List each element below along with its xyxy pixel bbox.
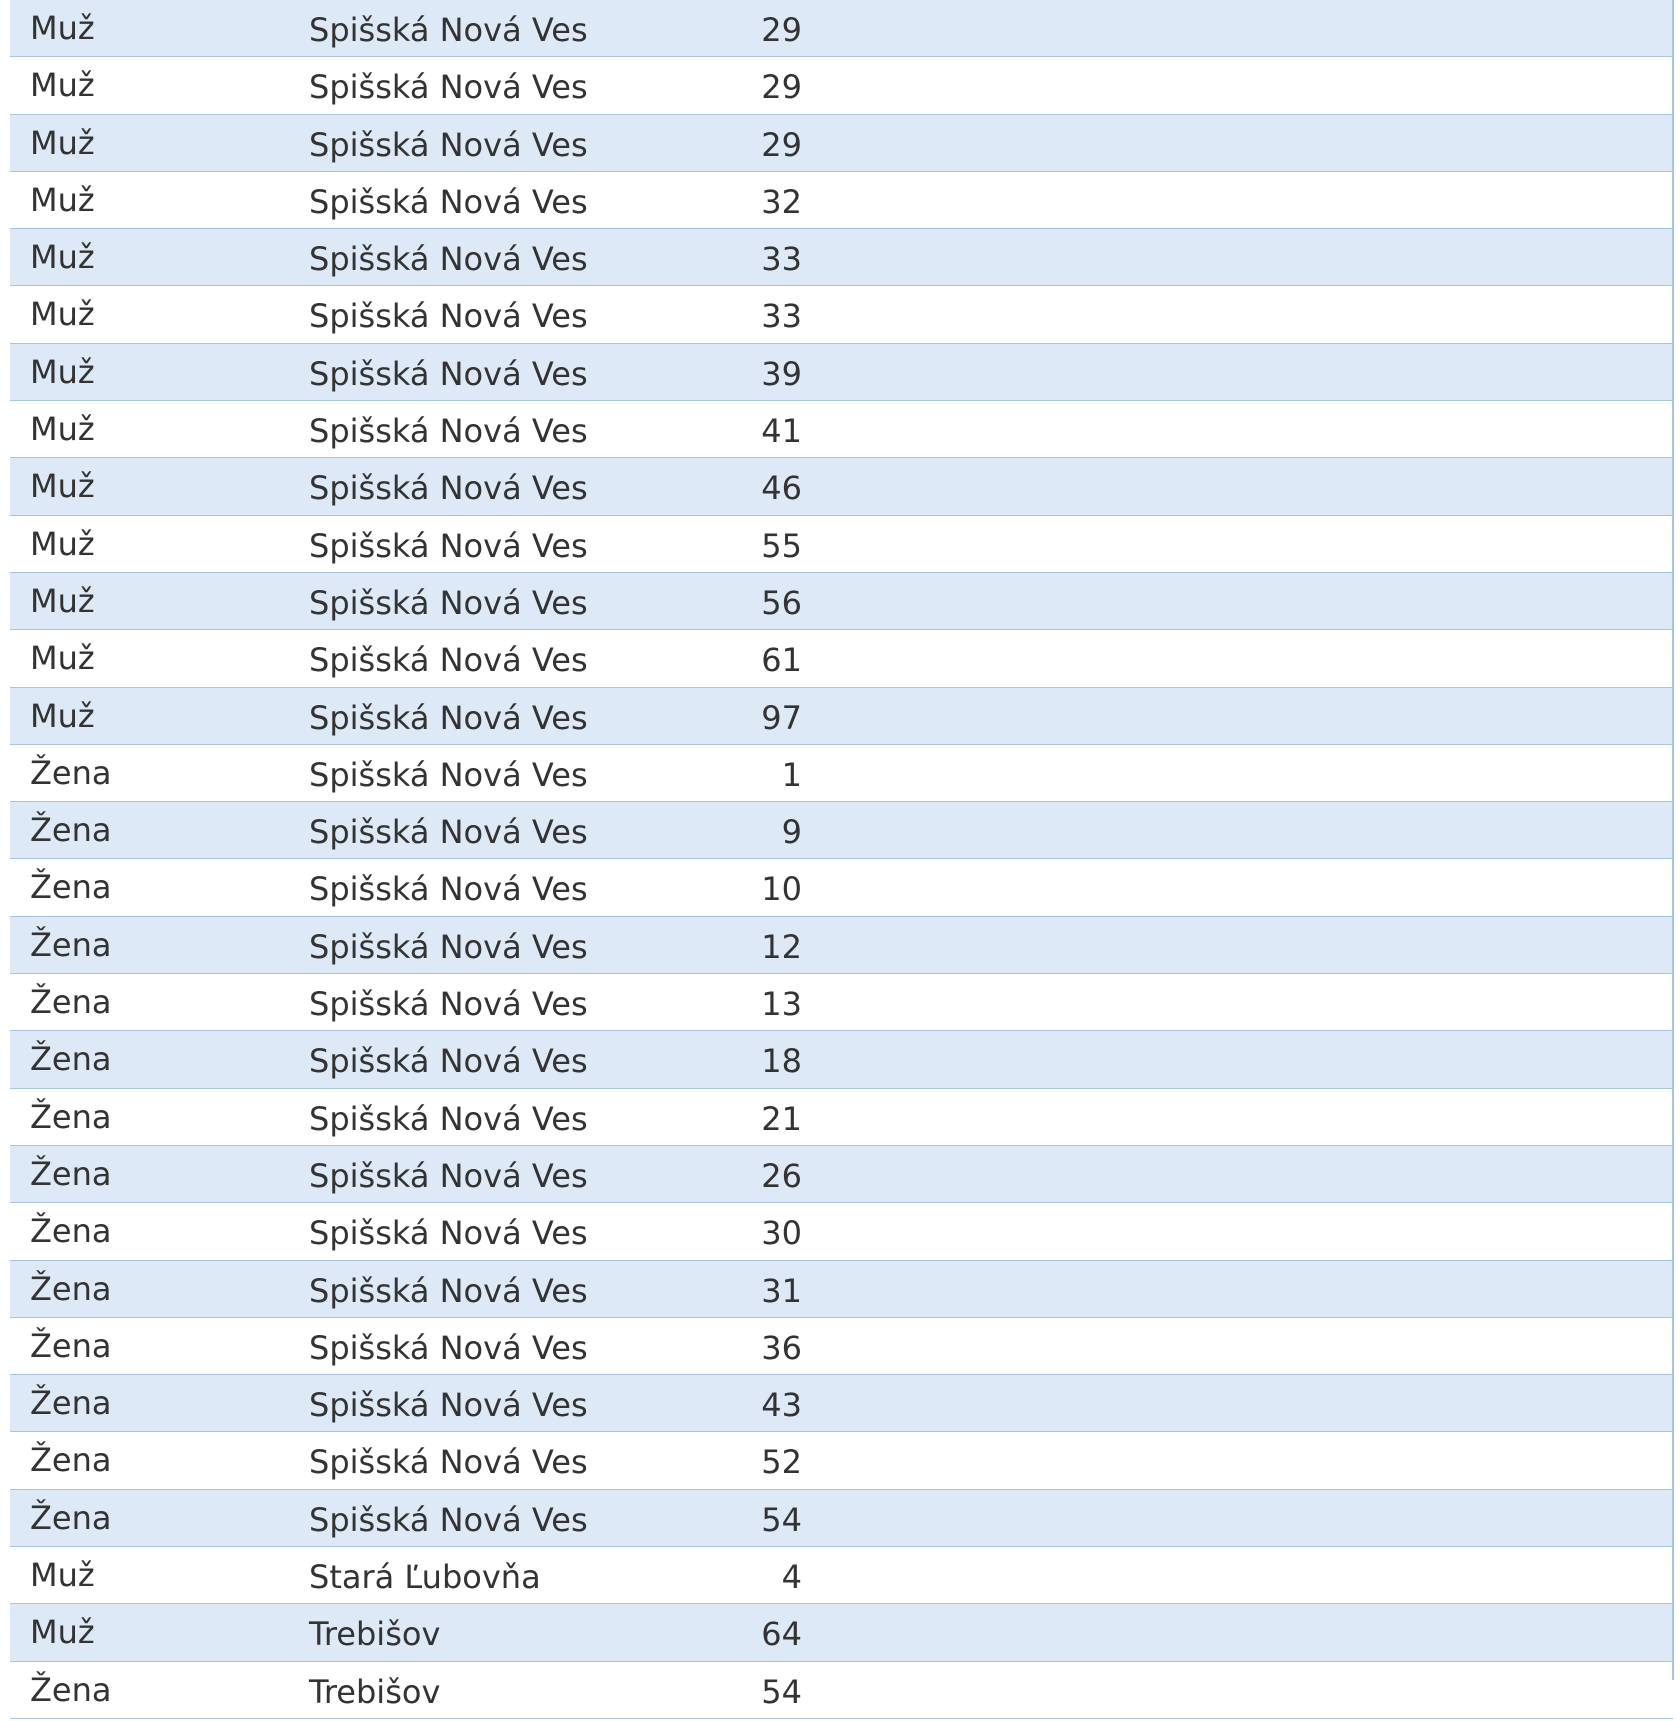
district-cell: Spišská Nová Ves <box>309 354 588 393</box>
district-cell: Trebišov <box>309 1615 441 1654</box>
gender-cell: Žena <box>30 1269 112 1308</box>
district-cell: Spišská Nová Ves <box>309 1214 588 1253</box>
count-cell: 55 <box>761 526 802 565</box>
district-cell: Spišská Nová Ves <box>309 1042 588 1081</box>
gender-cell: Muž <box>30 180 95 219</box>
gender-cell: Muž <box>30 352 95 391</box>
table-row[interactable] <box>10 974 1673 1031</box>
gender-cell: Žena <box>30 1670 112 1709</box>
count-cell: 9 <box>781 813 802 852</box>
gender-cell: Žena <box>30 811 112 850</box>
count-cell: 18 <box>761 1042 802 1081</box>
gender-cell: Muž <box>30 696 95 735</box>
table-row[interactable] <box>10 401 1673 458</box>
data-table <box>10 0 1673 1719</box>
count-cell: 33 <box>761 240 802 279</box>
table-row[interactable] <box>10 344 1673 401</box>
table-row[interactable] <box>10 1261 1673 1318</box>
gender-cell: Muž <box>30 581 95 620</box>
district-cell: Spišská Nová Ves <box>309 1500 588 1539</box>
district-cell: Spišská Nová Ves <box>309 927 588 966</box>
count-cell: 29 <box>761 11 802 49</box>
count-cell: 12 <box>761 927 802 966</box>
gender-cell: Muž <box>30 1613 95 1652</box>
gender-cell: Muž <box>30 1556 95 1595</box>
district-cell: Spišská Nová Ves <box>309 412 588 451</box>
count-cell: 1 <box>781 755 802 794</box>
district-cell: Spišská Nová Ves <box>309 1328 588 1367</box>
gender-cell: Muž <box>30 295 95 334</box>
district-cell: Spišská Nová Ves <box>309 182 588 221</box>
count-cell: 41 <box>761 412 802 451</box>
district-cell: Spišská Nová Ves <box>309 68 588 107</box>
district-cell: Spišská Nová Ves <box>309 297 588 336</box>
district-cell: Spišská Nová Ves <box>309 125 588 164</box>
count-cell: 36 <box>761 1328 802 1367</box>
count-cell: 56 <box>761 583 802 622</box>
table-row[interactable] <box>10 917 1673 974</box>
gender-cell: Žena <box>30 1384 112 1423</box>
gender-cell: Muž <box>30 467 95 506</box>
district-cell: Spišská Nová Ves <box>309 1386 588 1425</box>
district-cell: Spišská Nová Ves <box>309 755 588 794</box>
district-cell: Spišská Nová Ves <box>309 526 588 565</box>
count-cell: 54 <box>761 1500 802 1539</box>
table-row[interactable] <box>10 573 1673 630</box>
gender-cell: Žena <box>30 1326 112 1365</box>
gender-cell: Muž <box>30 639 95 678</box>
table-row[interactable] <box>10 516 1673 573</box>
district-cell: Spišská Nová Ves <box>309 11 588 49</box>
count-cell: 43 <box>761 1386 802 1425</box>
table-row[interactable] <box>10 859 1673 916</box>
table-row[interactable] <box>10 1375 1673 1432</box>
gender-cell: Muž <box>30 524 95 563</box>
table-row[interactable] <box>10 1547 1673 1604</box>
table-row[interactable] <box>10 57 1673 114</box>
count-cell: 4 <box>781 1558 802 1597</box>
table-row[interactable] <box>10 688 1673 745</box>
count-cell: 33 <box>761 297 802 336</box>
gender-cell: Muž <box>30 410 95 449</box>
district-cell: Spišská Nová Ves <box>309 469 588 508</box>
table-row[interactable] <box>10 229 1673 286</box>
gender-cell: Žena <box>30 1212 112 1251</box>
table-row[interactable] <box>10 1146 1673 1203</box>
table-row[interactable] <box>10 1662 1673 1719</box>
table-row[interactable] <box>10 0 1673 57</box>
count-cell: 52 <box>761 1443 802 1482</box>
table-right-border <box>1672 0 1674 1680</box>
table-row[interactable] <box>10 745 1673 802</box>
count-cell: 32 <box>761 182 802 221</box>
count-cell: 13 <box>761 985 802 1024</box>
gender-cell: Žena <box>30 1097 112 1136</box>
table-row[interactable] <box>10 458 1673 515</box>
table-row[interactable] <box>10 115 1673 172</box>
gender-cell: Žena <box>30 1498 112 1537</box>
table-row[interactable] <box>10 1490 1673 1547</box>
district-cell: Spišská Nová Ves <box>309 1443 588 1482</box>
gender-cell: Muž <box>30 66 95 105</box>
gender-cell: Muž <box>30 123 95 162</box>
district-cell: Spišská Nová Ves <box>309 240 588 279</box>
count-cell: 46 <box>761 469 802 508</box>
table-row[interactable] <box>10 1318 1673 1375</box>
table-row[interactable] <box>10 1203 1673 1260</box>
count-cell: 29 <box>761 68 802 107</box>
table-row[interactable] <box>10 172 1673 229</box>
district-cell: Spišská Nová Ves <box>309 1099 588 1138</box>
gender-cell: Žena <box>30 753 112 792</box>
gender-cell: Žena <box>30 1441 112 1480</box>
gender-cell: Žena <box>30 1040 112 1079</box>
district-cell: Spišská Nová Ves <box>309 813 588 852</box>
district-cell: Spišská Nová Ves <box>309 1271 588 1310</box>
gender-cell: Žena <box>30 983 112 1022</box>
district-cell: Spišská Nová Ves <box>309 583 588 622</box>
table-row[interactable] <box>10 1432 1673 1489</box>
gender-cell: Žena <box>30 1154 112 1193</box>
gender-cell: Muž <box>30 9 95 47</box>
count-cell: 97 <box>761 698 802 737</box>
count-cell: 10 <box>761 870 802 909</box>
district-cell: Spišská Nová Ves <box>309 870 588 909</box>
district-cell: Spišská Nová Ves <box>309 985 588 1024</box>
district-cell: Trebišov <box>309 1672 441 1711</box>
count-cell: 21 <box>761 1099 802 1138</box>
district-cell: Spišská Nová Ves <box>309 1156 588 1195</box>
table-row[interactable] <box>10 802 1673 859</box>
table-row[interactable] <box>10 1031 1673 1088</box>
count-cell: 39 <box>761 354 802 393</box>
count-cell: 26 <box>761 1156 802 1195</box>
count-cell: 30 <box>761 1214 802 1253</box>
gender-cell: Muž <box>30 238 95 277</box>
count-cell: 31 <box>761 1271 802 1310</box>
table-row[interactable] <box>10 630 1673 687</box>
table-row[interactable] <box>10 1089 1673 1146</box>
district-cell: Stará Ľubovňa <box>309 1558 541 1597</box>
district-cell: Spišská Nová Ves <box>309 641 588 680</box>
count-cell: 29 <box>761 125 802 164</box>
count-cell: 64 <box>761 1615 802 1654</box>
gender-cell: Žena <box>30 868 112 907</box>
table-row[interactable] <box>10 286 1673 343</box>
district-cell: Spišská Nová Ves <box>309 698 588 737</box>
gender-cell: Žena <box>30 925 112 964</box>
table-row[interactable] <box>10 1604 1673 1661</box>
count-cell: 61 <box>761 641 802 680</box>
count-cell: 54 <box>761 1672 802 1711</box>
